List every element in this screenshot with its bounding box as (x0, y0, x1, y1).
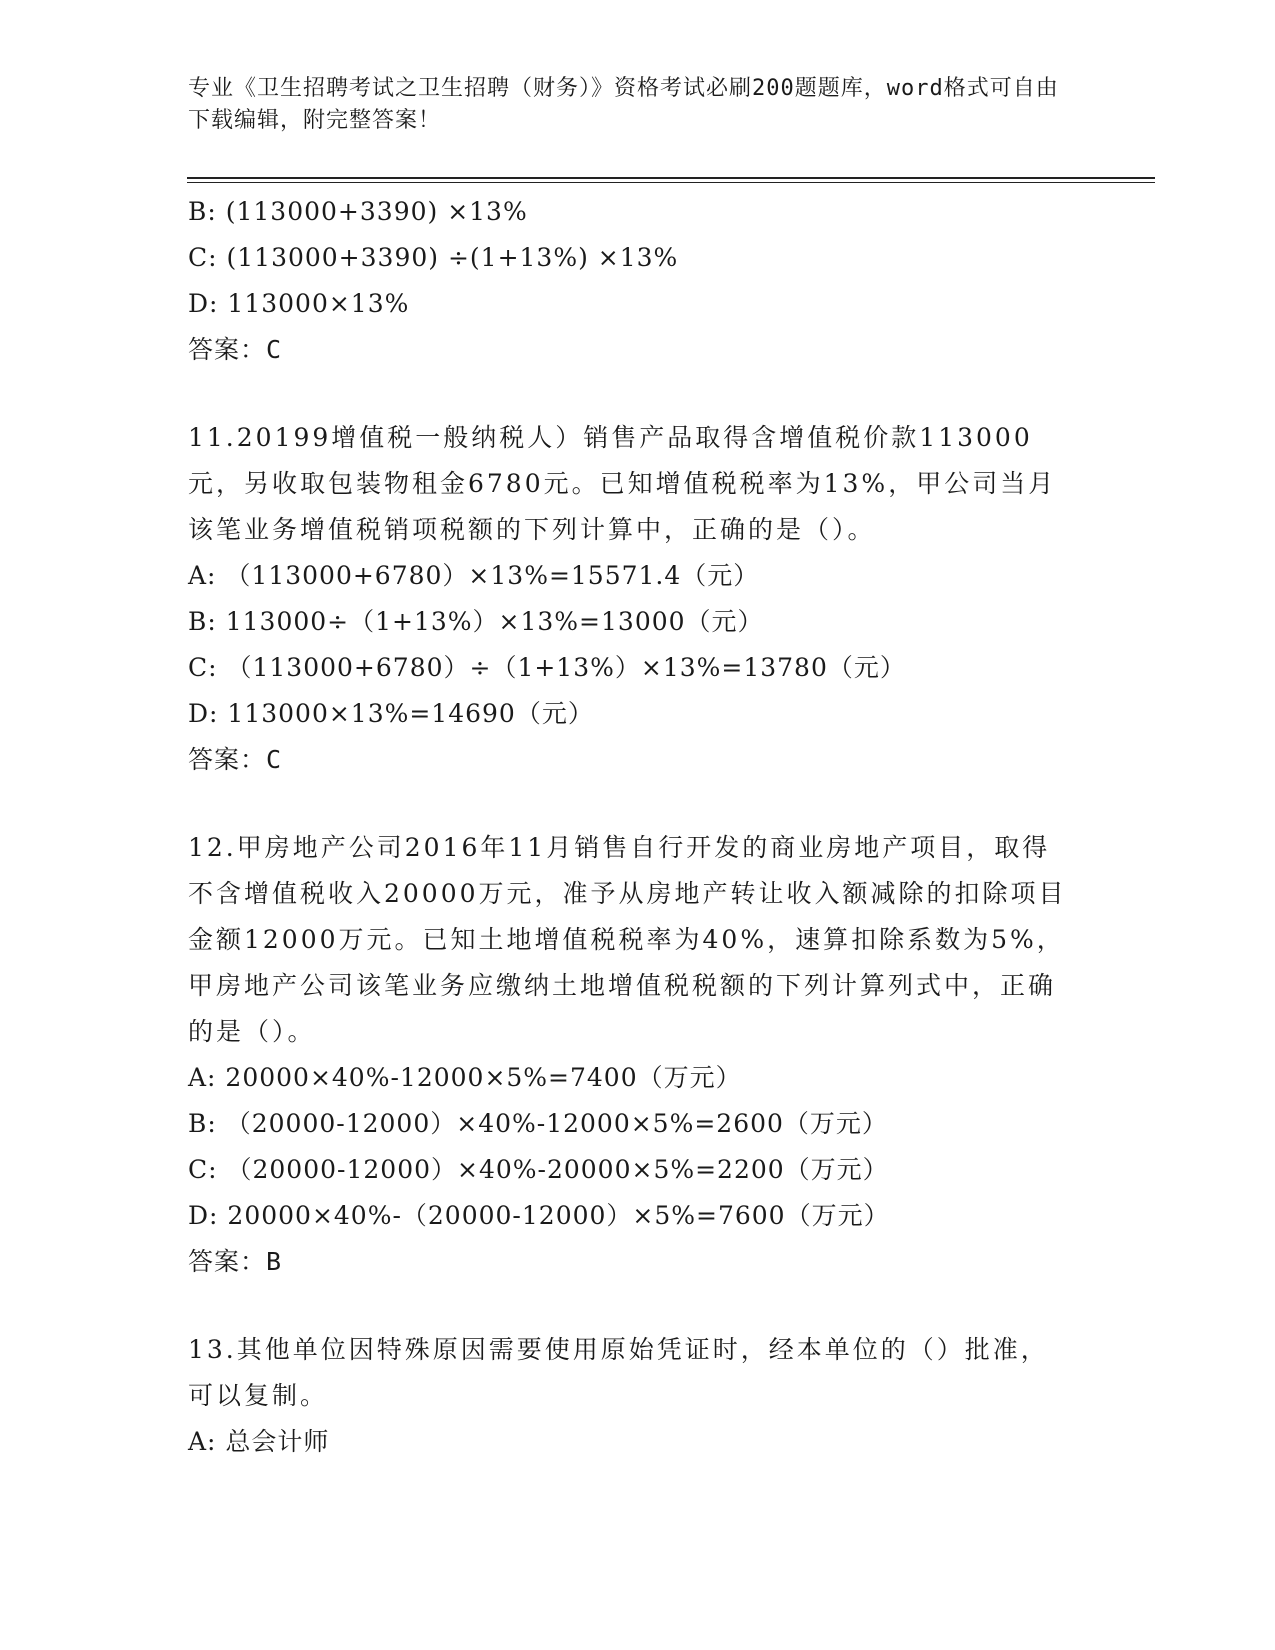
option-d: D: 113000×13% (188, 289, 410, 318)
question-text: 13.其他单位因特殊原因需要使用原始凭证时，经本单位的（）批准，可以复制。 (188, 1335, 1049, 1410)
question-text: 12.甲房地产公司2016年11月销售自行开发的商业房地产项目，取得不含增值税收入20000万元，准予从房地产转让收入额减除的扣除项目金额12000万元。已知土地增值税税率为40%，速算扣除系数为5%，甲房地产公司该笔业务应缴纳土地增值税税额的下列计算列式中，正确的是（）。 (188, 833, 1067, 1046)
document-header: 专业《卫生招聘考试之卫生招聘（财务）》资格考试必刷200题题库，word格式可自由下载编辑，附完整答案！ (188, 76, 1059, 133)
spacer (188, 373, 1088, 415)
question-text: 11.20199增值税一般纳税人）销售产品取得含增值税价款113000元，另收取包装物租金6780元。已知增值税税率为13%，甲公司当月该笔业务增值税销项税额的下列计算中，正确的是（）。 (188, 423, 1057, 544)
option-c: C: （20000-12000）×40%-20000×5%=2200（万元） (188, 1155, 889, 1184)
option-c: C: (113000+3390) ÷(1+13%) ×13% (188, 243, 679, 272)
header-divider-thick (187, 177, 1155, 179)
answer-line: 答案：C (188, 335, 283, 364)
document-body (188, 189, 1088, 1465)
question-block-prev (188, 189, 1088, 373)
option-c: C: （113000+6780）÷（1+13%）×13%=13780（元） (188, 653, 906, 682)
option-b: B: 113000÷（1+13%）×13%=13000（元） (188, 607, 764, 636)
question-block-13 (188, 1327, 1088, 1465)
answer-line: 答案：C (188, 745, 283, 774)
option-b: B: (113000+3390) ×13% (188, 197, 528, 226)
question-block-12 (188, 825, 1088, 1285)
question-block-11 (188, 415, 1088, 783)
option-a: A: 总会计师 (188, 1427, 330, 1456)
option-b: B: （20000-12000）×40%-12000×5%=2600（万元） (188, 1109, 888, 1138)
answer-line: 答案：B (188, 1247, 283, 1276)
spacer (188, 1285, 1088, 1327)
option-d: D: 20000×40%-（20000-12000）×5%=7600（万元） (188, 1201, 890, 1230)
option-a: A: （113000+6780）×13%=15571.4（元） (188, 561, 760, 590)
option-a: A: 20000×40%-12000×5%=7400（万元） (188, 1063, 742, 1092)
option-d: D: 113000×13%=14690（元） (188, 699, 594, 728)
spacer (188, 783, 1088, 825)
header-divider-thin (187, 182, 1155, 183)
